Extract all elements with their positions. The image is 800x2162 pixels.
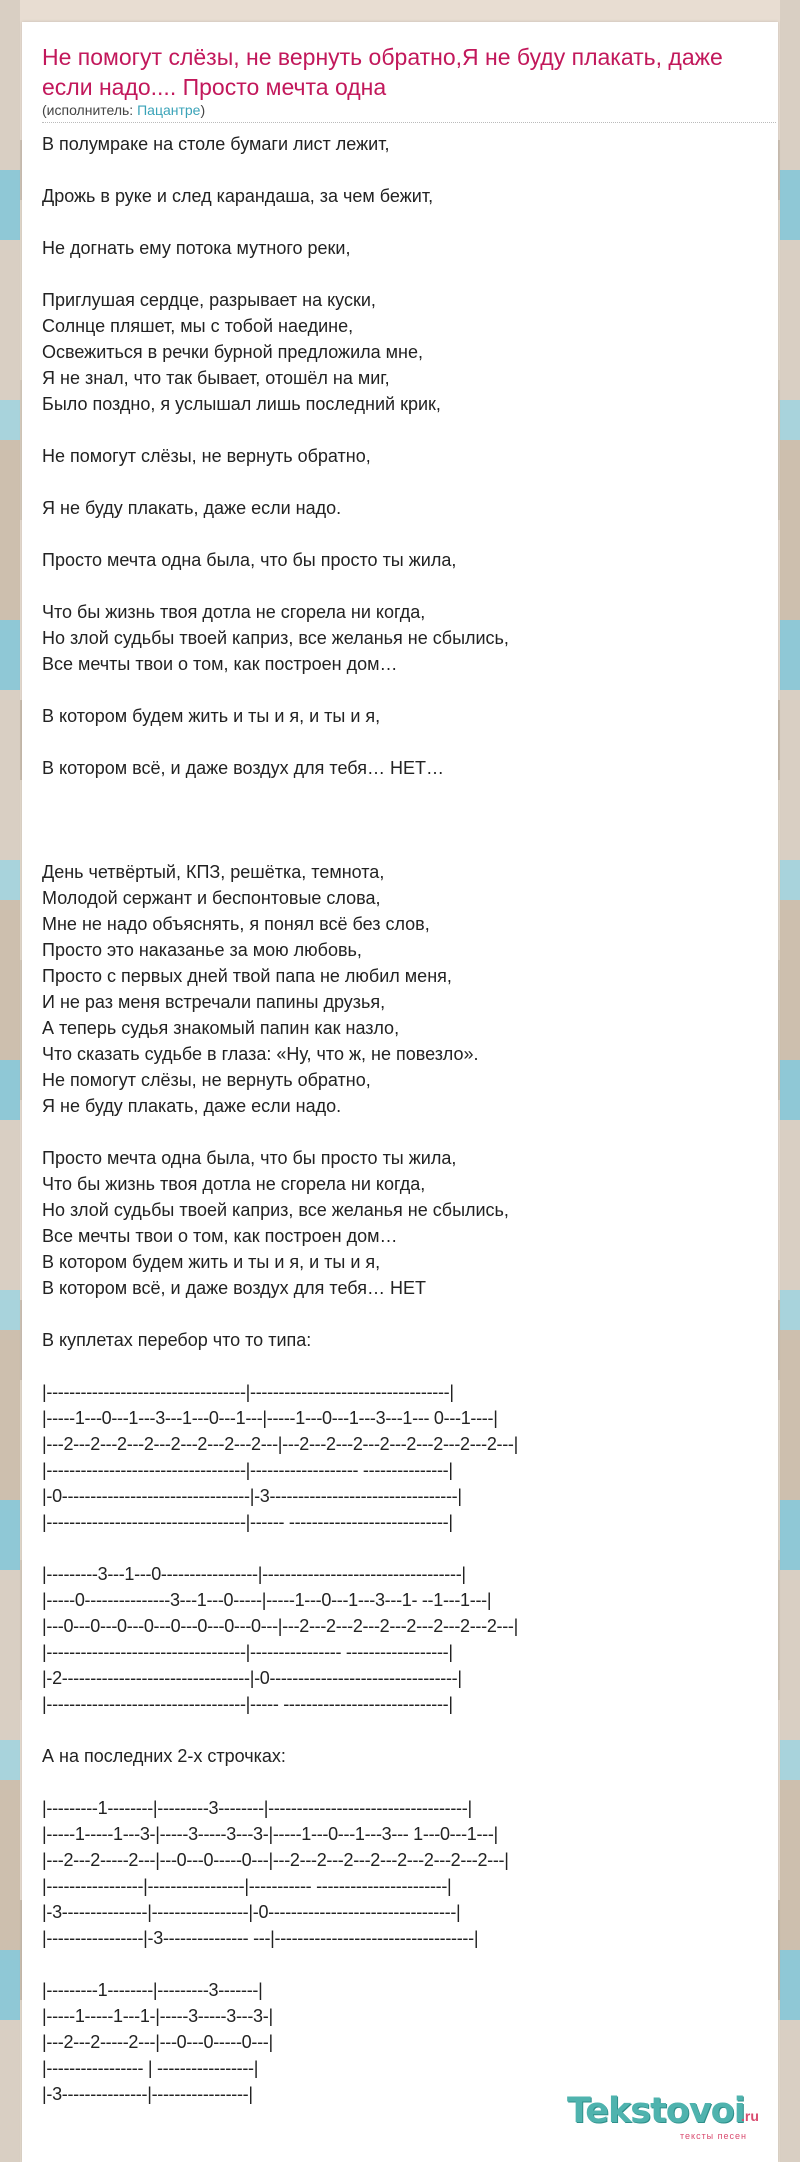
lyrics-line: Приглушая сердце, разрывает на куски, — [42, 290, 376, 310]
logo-name: Tekstovoi — [567, 2091, 745, 2131]
lyrics-blank-line — [42, 261, 762, 287]
tab-line: |---------1--------|---------3-------| — [42, 1980, 263, 2000]
lyrics-line: Просто мечта одна была, что бы просто ты жила, — [42, 550, 457, 570]
lyrics-line: А на последних 2-х строчках: — [42, 1746, 286, 1766]
tab-line: |-3---------------|-----------------| — [42, 2084, 253, 2104]
lyrics-line: Все мечты твои о том, как построен дом… — [42, 1226, 398, 1246]
lyrics-line: В куплетах перебор что то типа: — [42, 1330, 312, 1350]
lyrics-blank-line — [42, 1353, 762, 1379]
lyrics-line: Я не буду плакать, даже если надо. — [42, 498, 342, 518]
lyrics-blank-line — [42, 729, 762, 755]
tab-line: |---2---2---2---2---2---2---2---2---|---2---2---2---2---2---2---2---2---| — [42, 1434, 518, 1454]
logo-tld: .ru — [741, 2108, 759, 2124]
lyrics-line: Дрожь в руке и след карандаша, за чем бежит, — [42, 186, 434, 206]
tab-line: |-2---------------------------------|-0---------------------------------| — [42, 1668, 462, 1688]
lyrics-line: Что бы жизнь твоя дотла не сгорела ни когда, — [42, 1174, 426, 1194]
lyrics-line: Все мечты твои о том, как построен дом… — [42, 654, 398, 674]
lyrics-blank-line — [42, 1951, 762, 1977]
tab-line: |---------3---1---0-----------------|-----------------------------------| — [42, 1564, 466, 1584]
lyrics-line: И не раз меня встречали папины друзья, — [42, 992, 386, 1012]
lyrics-blank-line — [42, 1301, 762, 1327]
lyrics-blank-line — [42, 209, 762, 235]
tab-line: |-----0---------------3---1---0-----|-----1---0---1---3---1- --1---1---| — [42, 1590, 492, 1610]
tab-line: |-----------------|-----------------|----------- -----------------------| — [42, 1876, 452, 1896]
background-stripe-right — [780, 0, 800, 2162]
lyrics-blank-line — [42, 833, 762, 859]
lyrics-blank-line — [42, 573, 762, 599]
tab-line: |-----------------------------------|---------------- ------------------| — [42, 1642, 453, 1662]
lyrics-line: Освежиться в речки бурной предложила мне, — [42, 342, 423, 362]
tab-line: |-----------------|-3--------------- ---|-----------------------------------| — [42, 1928, 479, 1948]
tab-line: |---2---2-----2---|---0---0-----0---| — [42, 2032, 273, 2052]
lyrics-blank-line — [42, 469, 762, 495]
lyrics-line: Не помогут слёзы, не вернуть обратно, — [42, 446, 371, 466]
lyrics-line: В котором будем жить и ты и я, и ты и я, — [42, 706, 381, 726]
lyrics-line: Я не буду плакать, даже если надо. — [42, 1096, 342, 1116]
lyrics-line: Просто с первых дней твой папа не любил меня, — [42, 966, 452, 986]
tab-line: |-----1-----1---3-|-----3-----3---3-|-----1---0---1---3--- 1---0---1---| — [42, 1824, 498, 1844]
lyrics-blank-line — [42, 521, 762, 547]
background-stripe-left — [0, 0, 20, 2162]
lyrics-line: Солнце пляшет, мы с тобой наедине, — [42, 316, 354, 336]
lyrics-line: Но злой судьбы твоей каприз, все желанья не сбылись, — [42, 628, 509, 648]
lyrics-line: Мне не надо объяснять, я понял всё без слов, — [42, 914, 430, 934]
tab-line: |---------1--------|---------3--------|-----------------------------------| — [42, 1798, 472, 1818]
tab-line: |----------------- | -----------------| — [42, 2058, 259, 2078]
tab-line: |-0---------------------------------|-3---------------------------------| — [42, 1486, 462, 1506]
site-logo[interactable] — [567, 2091, 772, 2141]
lyrics-blank-line — [42, 157, 762, 183]
lyrics-line: Что сказать судьбе в глаза: «Ну, что ж, не повезло». — [42, 1044, 479, 1064]
lyrics-blank-line — [42, 417, 762, 443]
lyrics-blank-line — [42, 677, 762, 703]
lyrics-line: Просто это наказанье за мою любовь, — [42, 940, 362, 960]
lyrics-blank-line — [42, 781, 762, 807]
lyrics-line: День четвёртый, КПЗ, решётка, темнота, — [42, 862, 385, 882]
tab-line: |-----1---0---1---3---1---0---1---|-----1---0---1---3---1--- 0---1----| — [42, 1408, 498, 1428]
tab-line: |-----1-----1---1-|-----3-----3---3-| — [42, 2006, 273, 2026]
lyrics-blank-line — [42, 1119, 762, 1145]
lyrics-line: Я не знал, что так бывает, отошёл на миг, — [42, 368, 390, 388]
lyrics-blank-line — [42, 1769, 762, 1795]
tab-line: |---2---2-----2---|---0---0-----0---|---2---2---2---2---2---2---2---2---| — [42, 1850, 509, 1870]
tab-line: |-----------------------------------|------ ----------------------------| — [42, 1512, 453, 1532]
lyrics-line: Не помогут слёзы, не вернуть обратно, — [42, 1070, 371, 1090]
logo-tagline: тексты песен — [680, 2131, 748, 2141]
tab-line: |-----------------------------------|------------------- ---------------| — [42, 1460, 453, 1480]
lyrics-text — [42, 131, 762, 2107]
lyrics-line: А теперь судья знакомый папин как назло, — [42, 1018, 400, 1038]
tab-line: |---0---0---0---0---0---0---0---0---|---2---2---2---2---2---2---2---2---| — [42, 1616, 518, 1636]
tab-line: |-----------------------------------|----- -----------------------------| — [42, 1694, 453, 1714]
title-divider — [42, 122, 776, 123]
lyrics-line: Молодой сержант и беспонтовые слова, — [42, 888, 381, 908]
song-title: Не помогут слёзы, не вернуть обратно,Я не буду плакать, даже если надо.... Просто мечта одна — [42, 44, 723, 100]
lyrics-line: В котором всё, и даже воздух для тебя… НЕТ — [42, 1278, 426, 1298]
artist-link[interactable]: Пацантре — [137, 102, 201, 118]
tab-line: |-3---------------|-----------------|-0---------------------------------| — [42, 1902, 461, 1922]
lyrics-blank-line — [42, 807, 762, 833]
lyrics-line: В котором всё, и даже воздух для тебя… НЕТ… — [42, 758, 444, 778]
artist-prefix: (исполнитель: — [42, 102, 138, 118]
tab-line: |-----------------------------------|-----------------------------------| — [42, 1382, 454, 1402]
lyrics-line: Просто мечта одна была, что бы просто ты жила, — [42, 1148, 457, 1168]
lyrics-blank-line — [42, 1535, 762, 1561]
lyrics-blank-line — [42, 1717, 762, 1743]
lyrics-line: В котором будем жить и ты и я, и ты и я, — [42, 1252, 381, 1272]
lyrics-card — [22, 22, 778, 2162]
lyrics-line: В полумраке на столе бумаги лист лежит, — [42, 134, 390, 154]
lyrics-line: Было поздно, я услышал лишь последний крик, — [42, 394, 441, 414]
artist-line — [42, 102, 205, 118]
lyrics-line: Не догнать ему потока мутного реки, — [42, 238, 351, 258]
lyrics-line: Но злой судьбы твоей каприз, все желанья не сбылись, — [42, 1200, 509, 1220]
artist-suffix: ) — [200, 102, 206, 118]
lyrics-line: Что бы жизнь твоя дотла не сгорела ни когда, — [42, 602, 426, 622]
